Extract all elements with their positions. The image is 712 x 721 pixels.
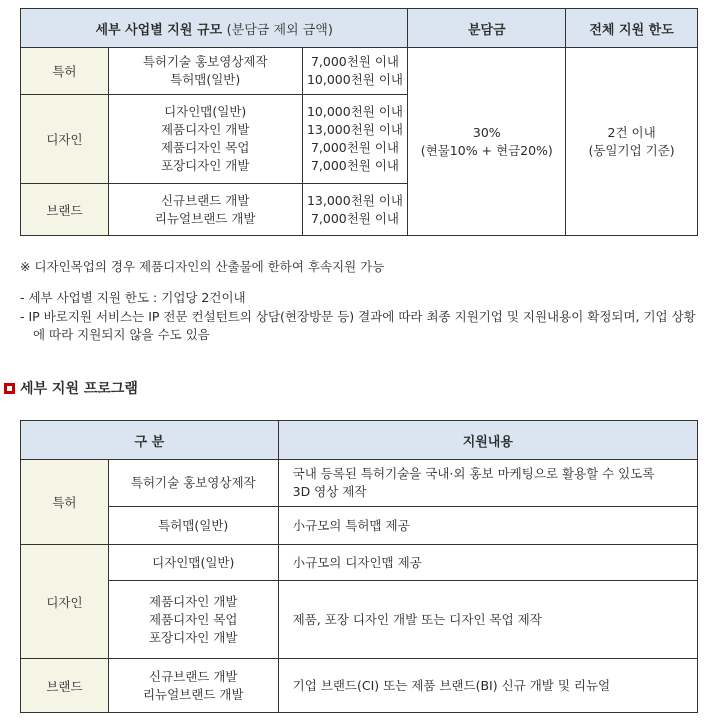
content-cell: [278, 659, 697, 713]
category-cell: 디자인: [21, 545, 109, 659]
scale-header-label: 세부 사업별 지원 규모: [95, 22, 223, 38]
item-amount: 10,000천원 이내: [306, 72, 403, 87]
section-title: [4, 378, 138, 398]
item-name: 포장디자인 개발: [160, 158, 250, 173]
notice-item: - 세부 사업별 지원 한도 : 기업당 2건이내: [20, 290, 246, 305]
content-header: 지원내용: [278, 421, 697, 460]
item-name: 특허맵(일반): [170, 72, 241, 87]
scale-header-note: (분담금 제외 금액): [226, 22, 333, 38]
table-header-row: [21, 421, 698, 460]
item-amount: 7,000천원 이내: [310, 140, 399, 155]
content-cell: [278, 545, 697, 581]
item-name: 신규브랜드 개발: [160, 192, 250, 208]
item-name: 제품디자인 개발: [149, 593, 238, 609]
item-amount: 13,000천원 이내: [306, 122, 403, 137]
share-detail: (현물10% + 현금20%): [420, 142, 553, 158]
limit-cell: [566, 48, 698, 236]
limit-count: 2건 이내: [607, 124, 656, 140]
item-amount: 13,000천원 이내: [306, 192, 403, 208]
item-name: 특허기술 홍보영상제작: [142, 54, 268, 69]
scale-header: [21, 9, 408, 48]
item-names: [108, 48, 302, 95]
table-row: [21, 460, 698, 507]
item-name: 특허기술 홍보영상제작: [130, 475, 256, 490]
item-names: [108, 184, 302, 236]
item-name: 제품디자인 목업: [149, 611, 238, 627]
item-amount: 7,000천원 이내: [310, 158, 399, 173]
item-name: 특허맵(일반): [158, 517, 229, 533]
table-header-row: [21, 9, 698, 48]
item-name: 리뉴얼브랜드 개발: [154, 210, 256, 226]
item-name: 제품디자인 개발: [160, 122, 250, 137]
support-program-table: [20, 420, 698, 713]
content-line: 기업 브랜드(CI) 또는 제품 브랜드(BI) 신규 개발 및 리뉴얼: [292, 677, 611, 693]
category-cell: 특허: [21, 48, 109, 95]
category-cell: 디자인: [21, 95, 109, 184]
footnote: ※ 디자인목업의 경우 제품디자인의 산출물에 한하여 후속지원 가능: [20, 259, 385, 274]
item-name: 디자인맵(일반): [164, 104, 247, 119]
item-names: [108, 581, 278, 659]
item-amounts: [302, 95, 408, 184]
notice-list: [20, 289, 700, 345]
item-name: 제품디자인 목업: [160, 140, 250, 155]
share-cell: [408, 48, 566, 236]
content-cell: [278, 581, 697, 659]
content-line: 3D 영상 제작: [292, 484, 367, 499]
content-line: 국내 등록된 특허기술을 국내·외 홍보 마케팅으로 활용할 수 있도록: [292, 466, 655, 481]
item-amount: 10,000천원 이내: [306, 104, 403, 119]
item-name: 포장디자인 개발: [149, 629, 238, 645]
notice-item: - IP 바로지원 서비스는 IP 전문 컨설턴트의 상담(현장방문 등) 결과에 따라 최종 지원기업 및 지원내용이 확정되며, 기업 상황에 따라 지원되지 않을 수도 있음: [20, 308, 696, 342]
section-title-text: 세부 지원 프로그램: [20, 381, 138, 397]
table-row: [21, 659, 698, 713]
item-names: [108, 545, 278, 581]
item-amounts: [302, 184, 408, 236]
content-line: 小규모의 디자인맵 제공: [292, 554, 422, 570]
content-cell: [278, 507, 697, 545]
support-scale-table: [20, 8, 698, 236]
content-line: 제품, 포장 디자인 개발 또는 디자인 목업 제작: [292, 611, 542, 627]
table-row: [21, 581, 698, 659]
item-names: [108, 659, 278, 713]
table-row: [21, 545, 698, 581]
item-amount: 7,000천원 이내: [310, 54, 399, 69]
share-header: 분담금: [408, 9, 566, 48]
table-row: [21, 507, 698, 545]
item-names: [108, 460, 278, 507]
content-cell: [278, 460, 697, 507]
table-row: [21, 48, 698, 95]
category-header: 구 분: [21, 421, 279, 460]
item-amount: 7,000천원 이내: [310, 210, 399, 226]
item-name: 신규브랜드 개발: [149, 668, 238, 684]
limit-header: 전체 지원 한도: [566, 9, 698, 48]
content-line: 小규모의 특허맵 제공: [292, 517, 410, 533]
item-names: [108, 507, 278, 545]
item-amounts: [302, 48, 408, 95]
item-name: 디자인맵(일반): [152, 554, 235, 570]
category-cell: 브랜드: [21, 184, 109, 236]
category-cell: 특허: [21, 460, 109, 545]
category-cell: 브랜드: [21, 659, 109, 713]
limit-detail: (동일기업 기준): [588, 142, 675, 158]
share-ratio: 30%: [472, 124, 501, 140]
item-names: [108, 95, 302, 184]
item-name: 리뉴얼브랜드 개발: [142, 686, 244, 702]
square-bullet-icon: [4, 383, 15, 394]
